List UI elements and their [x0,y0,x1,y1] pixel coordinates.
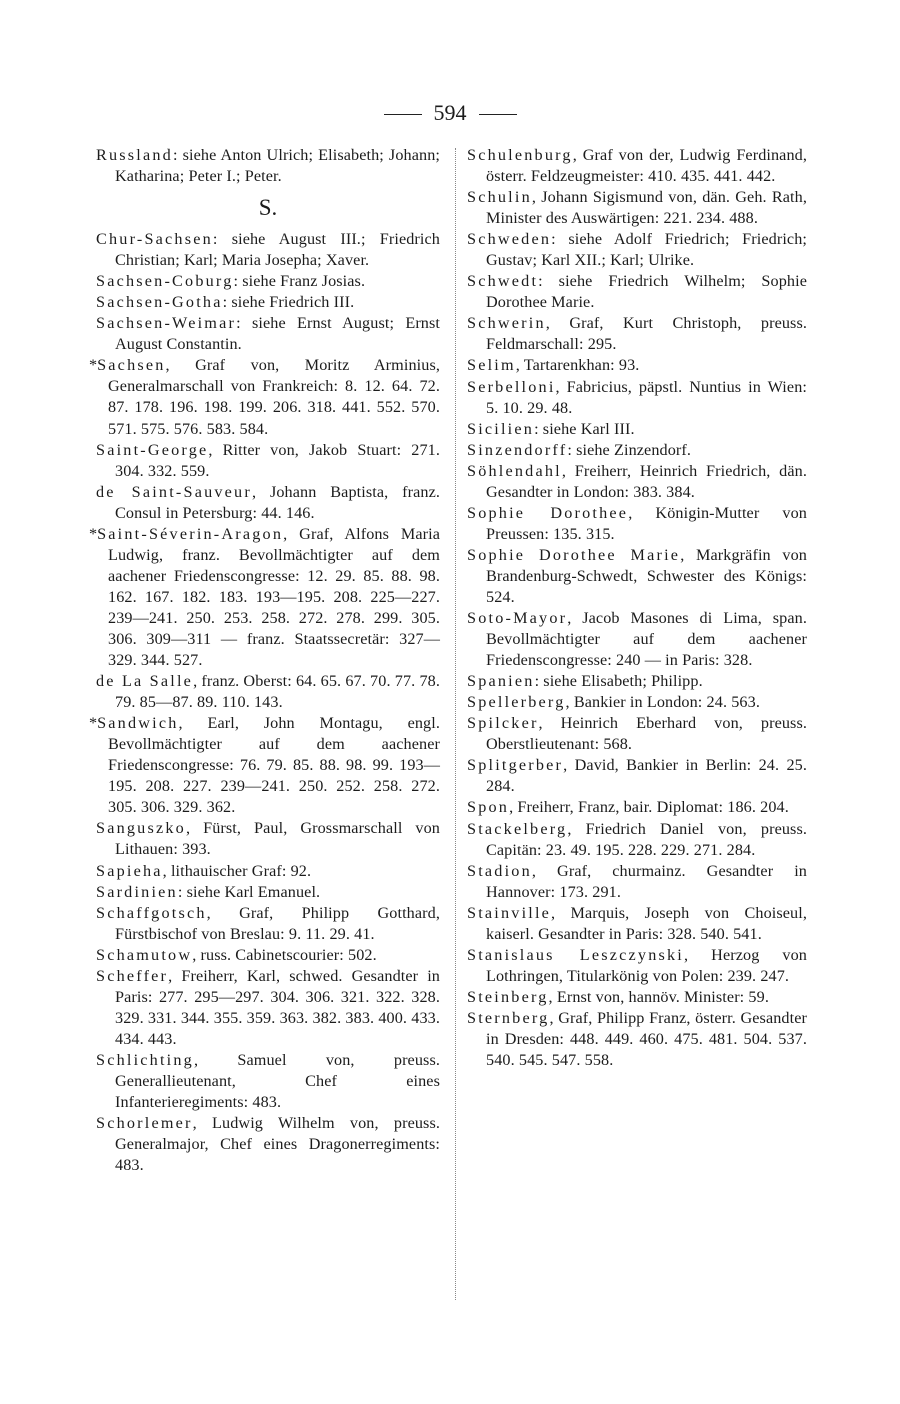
section-letter-heading: S. [258,195,278,221]
index-entry [467,608,807,671]
index-entry-name: Sinzendorff [467,440,568,459]
index-entry [467,713,807,755]
index-entry [96,966,440,1050]
index-entry-details: : siehe Adolf Friedrich; Friedrich; Gustav; Karl XII.; Karl; Ulrike. [486,230,807,270]
index-entry-name: Schwerin [467,314,546,333]
index-entry-details: , Graf von, Moritz Arminius, Generalmarschall von Frankreich: 8. 12. 64. 72. 87. 178. 196. 198. 199. 206. 318. 441. 552. 570. 571. 575. 576. 583. 584. [108,356,440,438]
index-entry [467,987,807,1008]
index-entry-details: , Graf von der, Ludwig Ferdinand, österr. Feldzeugmeister: 410. 435. 441. 442. [486,146,807,186]
index-entry-details: , Heinrich Eberhard von, preuss. Oberstlieutenant: 568. [486,714,807,754]
index-entry-details: , Graf, Kurt Christoph, preuss. Feldmarschall: 295. [486,314,807,354]
index-column-left [89,145,440,1176]
header-dash-right [479,114,517,115]
index-entry-details: , russ. Cabinetscourier: 502. [192,945,377,964]
index-entry-name: Schorlemer [96,1114,193,1133]
index-entry-details: , Markgräfin von Brandenburg-Schwedt, Schwester des Königs: 524. [486,545,807,606]
index-entry [467,819,807,861]
index-entry [467,419,807,440]
index-entry-name: Sapieha [96,861,163,880]
index-entry-name: Selim [467,356,516,375]
index-entry [96,292,440,313]
index-entry [96,818,440,860]
index-entry-details: , Samuel von, preuss. Generallieutenant, Chef eines Infanterieregiments: 483. [115,1050,440,1112]
index-entry-name: Schulenburg [467,146,573,164]
index-entry [467,377,807,419]
index-entry [96,440,440,482]
index-entry-details: , Tartarenkhan: 93. [515,356,640,375]
index-entry-name: Saint-George [96,440,209,459]
index-entry [96,861,440,882]
index-entry [467,229,807,271]
index-entry-details: , Johann Baptista, franz. Consul in Petersburg: 44. 146. [115,482,440,522]
index-entry [467,145,807,187]
page-header [0,100,900,126]
index-entry-details: , lithauischer Graf: 92. [162,861,312,880]
index-entry-details: , Marquis, Joseph von Choiseul, kaiserl. Gesandter in Paris: 328. 540. 541. [486,903,807,943]
index-entry [96,229,440,271]
index-entry-name: Sandwich [97,714,179,733]
index-entry [89,713,440,818]
index-entry [467,692,807,713]
index-entry [467,187,807,229]
index-entry-name: Sachsen-Coburg [96,272,234,291]
index-entry [467,440,807,461]
index-entry-details: , Johann Sigismund von, dän. Geh. Rath, Minister des Auswärtigen: 221. 234. 488. [486,188,807,228]
index-entry-details: , Freiherr, Franz, bair. Diplomat: 186. 204. [509,798,789,817]
index-entry-name: Soto-Mayor [467,609,568,628]
index-entry-details: , Fürst, Paul, Grossmarschall von Lithauen: 393. [115,819,440,859]
index-entry-name: Sanguszko [96,819,186,838]
index-entry [96,903,440,945]
index-entry-details: : siehe Ernst August; Ernst August Constantin. [115,314,440,354]
index-entry-name: Schwedt [467,272,539,291]
index-entry-name: Serbelloni [467,377,556,396]
index-entry [89,524,440,671]
index-entry-details: , Earl, John Montagu, engl. Bevollmächtigter auf dem aachener Friedenscongresse: 76. 79. 85. 88. 98. 99. 193—195. 208. 227. 239—241. 250. 252. 258. 272. 305. 306. 329. 362. [108,714,440,817]
index-entry-name: de La Salle [96,672,194,691]
index-entry [467,861,807,903]
asterisk-mark: * [89,714,98,733]
index-entry [96,1050,440,1113]
index-entry-name: Schweden [467,230,552,249]
index-entry [89,355,440,439]
right-entries [467,145,807,1071]
index-entry [467,903,807,945]
index-entry-name: Sophie Dorothee [467,503,629,522]
index-entry-name: Splitgerber [467,756,564,775]
index-entry-name: Spellerberg [467,693,566,712]
index-entry-name: Sachsen-Weimar [96,314,237,333]
index-entry-details: : siehe Elisabeth; Philipp. [534,672,703,691]
header-dash-left [384,114,422,115]
index-entry-name: Sardinien [96,882,178,901]
index-entry-details: : siehe Karl III. [534,419,635,438]
index-entry [467,313,807,355]
asterisk-mark: * [89,356,98,375]
index-entry-details: : siehe Anton Ulrich; Elisabeth; Johann; Katharina; Peter I.; Peter. [115,146,440,186]
index-entry-details: , Herzog von Lothringen, Titularkönig von Polen: 239. 247. [486,945,807,985]
index-entry-name: Spilcker [467,714,539,733]
index-entry-name: Spanien [467,672,535,691]
index-entry [467,797,807,818]
index-entry [96,313,440,355]
index-entry-name: Chur-Sachsen [96,230,213,249]
index-entry [467,461,807,503]
index-entry-details: , Fabricius, päpstl. Nuntius in Wien: 5. 10. 29. 48. [486,377,807,417]
index-entry-details: , Graf, Philipp Franz, österr. Gesandter in Dresden: 448. 449. 460. 475. 481. 504. 537. 540. 545. 547. 558. [486,1008,807,1070]
index-entry-name: Steinberg [467,987,549,1006]
index-entry-name: Schulin [467,188,532,207]
index-entry-details: , Ludwig Wilhelm von, preuss. Generalmajor, Chef eines Dragonerregiments: 483. [115,1114,440,1175]
index-entry-name: Sophie Dorothee Marie [467,545,681,564]
index-entry-name: Russland [96,146,173,164]
index-entry [467,545,807,608]
index-entry-details: , Freiherr, Heinrich Friedrich, dän. Gesandter in London: 383. 384. [486,461,807,501]
index-entry-name: Sachsen [97,356,166,375]
index-entry-details: , franz. Oberst: 64. 65. 67. 70. 77. 78. 79. 85—87. 89. 110. 143. [115,672,440,712]
index-entry [467,271,807,313]
index-entry [467,671,807,692]
index-entry-name: Stadion [467,861,532,880]
index-entry-details: : siehe Karl Emanuel. [177,882,321,901]
index-entry-name: Stanislaus Leszczynski [467,945,684,964]
index-entry-name: Sachsen-Gotha [96,293,223,312]
index-entry-details: , Königin-Mutter von Preussen: 135. 315. [486,503,807,543]
index-entry [467,503,807,545]
index-entry-name: Stackelberg [467,819,568,838]
column-divider [455,148,456,1300]
index-entry-details: , Graf, Philipp Gotthard, Fürstbischof von Breslau: 9. 11. 29. 41. [115,903,440,943]
index-entry-name: Sicilien [467,419,535,438]
index-column-right [467,145,807,1071]
index-entry-details: , Graf, churmainz. Gesandter in Hannover: 173. 291. [486,861,807,901]
index-entry-details: : siehe Friedrich Wilhelm; Sophie Dorothee Marie. [486,272,807,312]
index-entry-details: , Ritter von, Jakob Stuart: 271. 304. 332. 559. [115,440,440,480]
index-entry-name: Schaffgotsch [96,903,207,922]
index-entry-name: de Saint-Sauveur [96,482,252,501]
index-entry-details: : siehe Franz Josias. [233,272,366,291]
page-number: 594 [433,100,467,125]
index-entry-details: , Jacob Masones di Lima, span. Bevollmächtigter auf dem aachener Friedenscongresse: 240 — in Paris: 328. [486,609,807,670]
index-entry-name: Saint-Séverin-Aragon [97,524,284,543]
asterisk-mark: * [89,524,98,543]
index-entry-details: , Ernst von, hannöv. Minister: 59. [548,987,769,1006]
index-entry-name: Sternberg [467,1008,550,1027]
index-entry [467,1008,807,1071]
index-entry [96,145,440,187]
index-entry [96,882,440,903]
index-entry [467,945,807,987]
index-entry-details: : siehe Zinzendorf. [567,440,692,459]
index-entry-details: , Bankier in London: 24. 563. [565,693,760,712]
index-entry-details: , David, Bankier in Berlin: 24. 25. 284. [486,756,807,796]
index-entry [96,482,440,524]
index-entry-name: Söhlendahl [467,461,562,480]
left-top-entries [96,145,440,187]
index-entry [467,355,807,376]
index-entry-details: : siehe Friedrich III. [222,293,355,312]
index-entry-details: : siehe August III.; Friedrich Christian; Karl; Maria Josepha; Xaver. [115,230,440,270]
index-entry-name: Spon [467,798,510,817]
index-entry-details: , Friedrich Daniel von, preuss. Capitän: 23. 49. 195. 228. 229. 271. 284. [486,819,807,859]
index-entry-name: Scheffer [96,966,169,985]
index-entry-name: Schlichting [96,1050,194,1069]
index-entry-name: Stainville [467,903,552,922]
left-entries [89,229,440,1176]
index-entry [96,271,440,292]
index-entry-details: , Graf, Alfons Maria Ludwig, franz. Bevollmächtigter auf dem aachener Friedenscongresse: 12. 29. 85. 88. 98. 162. 167. 182. 183. 193—195. 208. 225—227. 239—241. 250. 253. 258. 272. 278. 299. 305. 306. 309—311 — franz. Staatssecretär: 327—329. 344. 527. [108,524,440,670]
index-entry [96,945,440,966]
index-entry [467,755,807,797]
index-entry-details: , Freiherr, Karl, schwed. Gesandter in Paris: 277. 295—297. 304. 306. 321. 322. 328. 329. 331. 344. 355. 359. 363. 382. 383. 400. 433. 434. 443. [115,966,440,1048]
index-entry-name: Schamutow [96,945,193,964]
index-entry [96,671,440,713]
index-entry [96,1113,440,1176]
